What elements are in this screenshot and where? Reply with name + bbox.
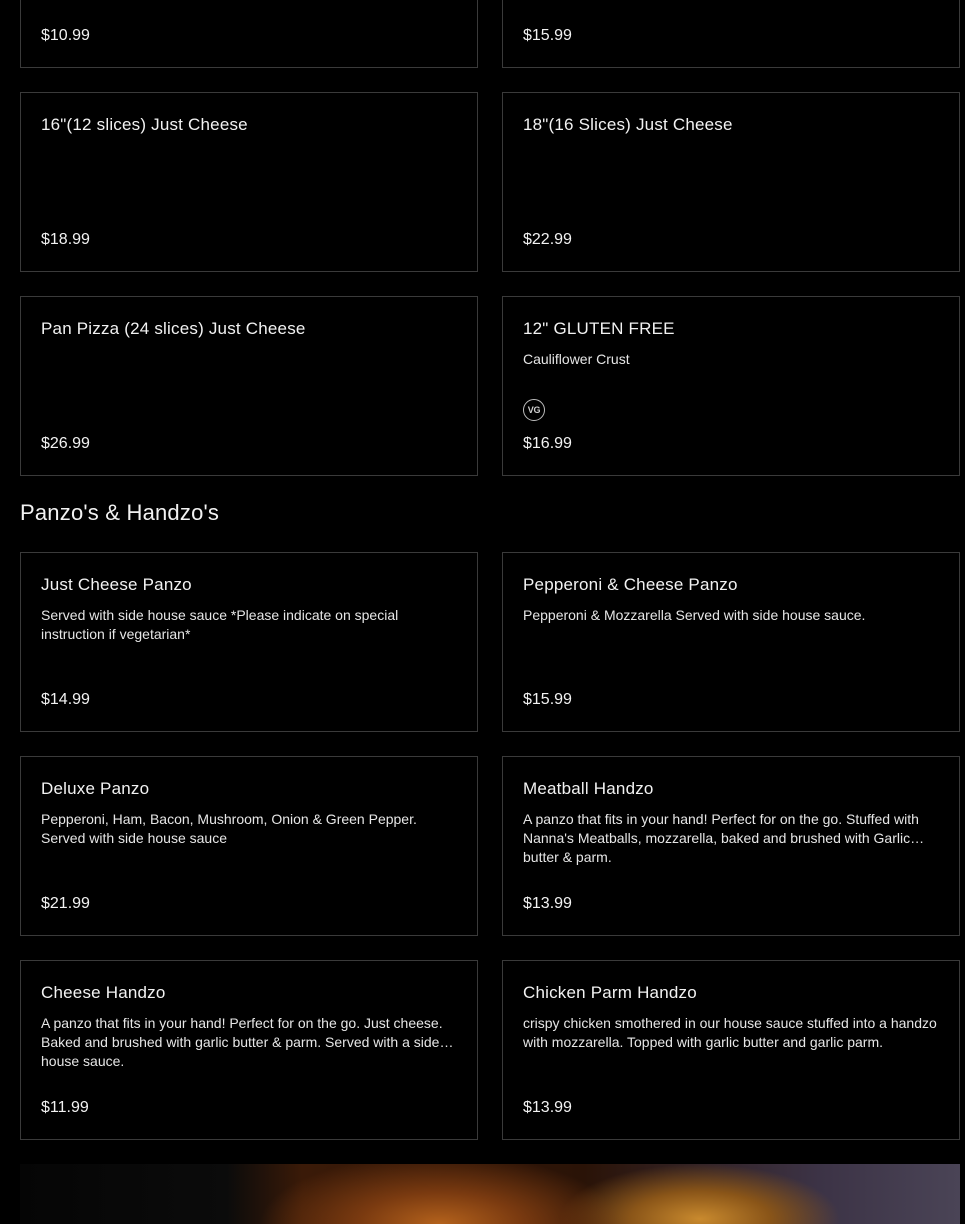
item-price: $15.99 xyxy=(523,691,572,708)
menu-item-card[interactable] xyxy=(502,552,960,732)
item-name: 16"(12 slices) Just Cheese xyxy=(41,115,248,134)
item-price: $16.99 xyxy=(523,435,572,452)
item-description: crispy chicken smothered in our house sauce stuffed into a handzo with mozzarella. Topped with garlic butter and garlic parm. xyxy=(523,1015,937,1050)
item-description: Cauliflower Crust xyxy=(523,351,630,367)
vegan-badge-icon: VG xyxy=(523,399,545,421)
item-price: $22.99 xyxy=(523,231,572,248)
item-description: Served with side house sauce *Please indicate on special instruction if vegetarian* xyxy=(41,607,399,642)
menu-item-card[interactable] xyxy=(502,756,960,936)
menu-item-card[interactable] xyxy=(20,552,478,732)
item-name: Pan Pizza (24 slices) Just Cheese xyxy=(41,319,306,338)
item-price: $15.99 xyxy=(523,27,572,44)
item-name: Meatball Handzo xyxy=(523,779,654,798)
menu-item-card[interactable] xyxy=(502,960,960,1140)
item-price: $13.99 xyxy=(523,1099,572,1116)
menu-item-card[interactable] xyxy=(20,0,478,68)
item-name: Cheese Handzo xyxy=(41,983,166,1002)
item-price: $10.99 xyxy=(41,27,90,44)
item-price: $26.99 xyxy=(41,435,90,452)
section-title: Panzo's & Handzo's xyxy=(20,500,220,525)
food-photo xyxy=(20,1164,960,1224)
item-price: $14.99 xyxy=(41,691,90,708)
menu-item-card[interactable] xyxy=(20,92,478,272)
item-name: Chicken Parm Handzo xyxy=(523,983,697,1002)
menu-item-card[interactable] xyxy=(20,296,478,476)
item-name: Deluxe Panzo xyxy=(41,779,150,798)
item-name: 12" GLUTEN FREE xyxy=(523,319,675,338)
item-description: Pepperoni, Ham, Bacon, Mushroom, Onion & Green Pepper. Served with side house sauce xyxy=(41,811,417,846)
item-description: A panzo that fits in your hand! Perfect for on the go. Stuffed with Nanna's Meatballs, mozzarella, baked and brushed with Garlic butter & parm. xyxy=(523,811,919,865)
item-price: $11.99 xyxy=(41,1099,89,1116)
menu-item-card[interactable] xyxy=(20,756,478,936)
menu-item-card[interactable] xyxy=(502,0,960,68)
menu-item-card[interactable] xyxy=(502,296,960,476)
item-description: A panzo that fits in your hand! Perfect for on the go. Just cheese. Baked and brushed with garlic butter & parm. Served with a side of house sauce. xyxy=(41,1015,455,1069)
item-name: Pepperoni & Cheese Panzo xyxy=(523,575,738,594)
item-name: 18"(16 Slices) Just Cheese xyxy=(523,115,733,134)
item-description: Pepperoni & Mozzarella Served with side house sauce. xyxy=(523,607,866,623)
item-name: Just Cheese Panzo xyxy=(41,575,192,594)
menu-item-card[interactable] xyxy=(502,92,960,272)
item-price: $13.99 xyxy=(523,895,572,912)
menu-item-card[interactable] xyxy=(20,960,478,1140)
item-price: $21.99 xyxy=(41,895,90,912)
item-price: $18.99 xyxy=(41,231,90,248)
